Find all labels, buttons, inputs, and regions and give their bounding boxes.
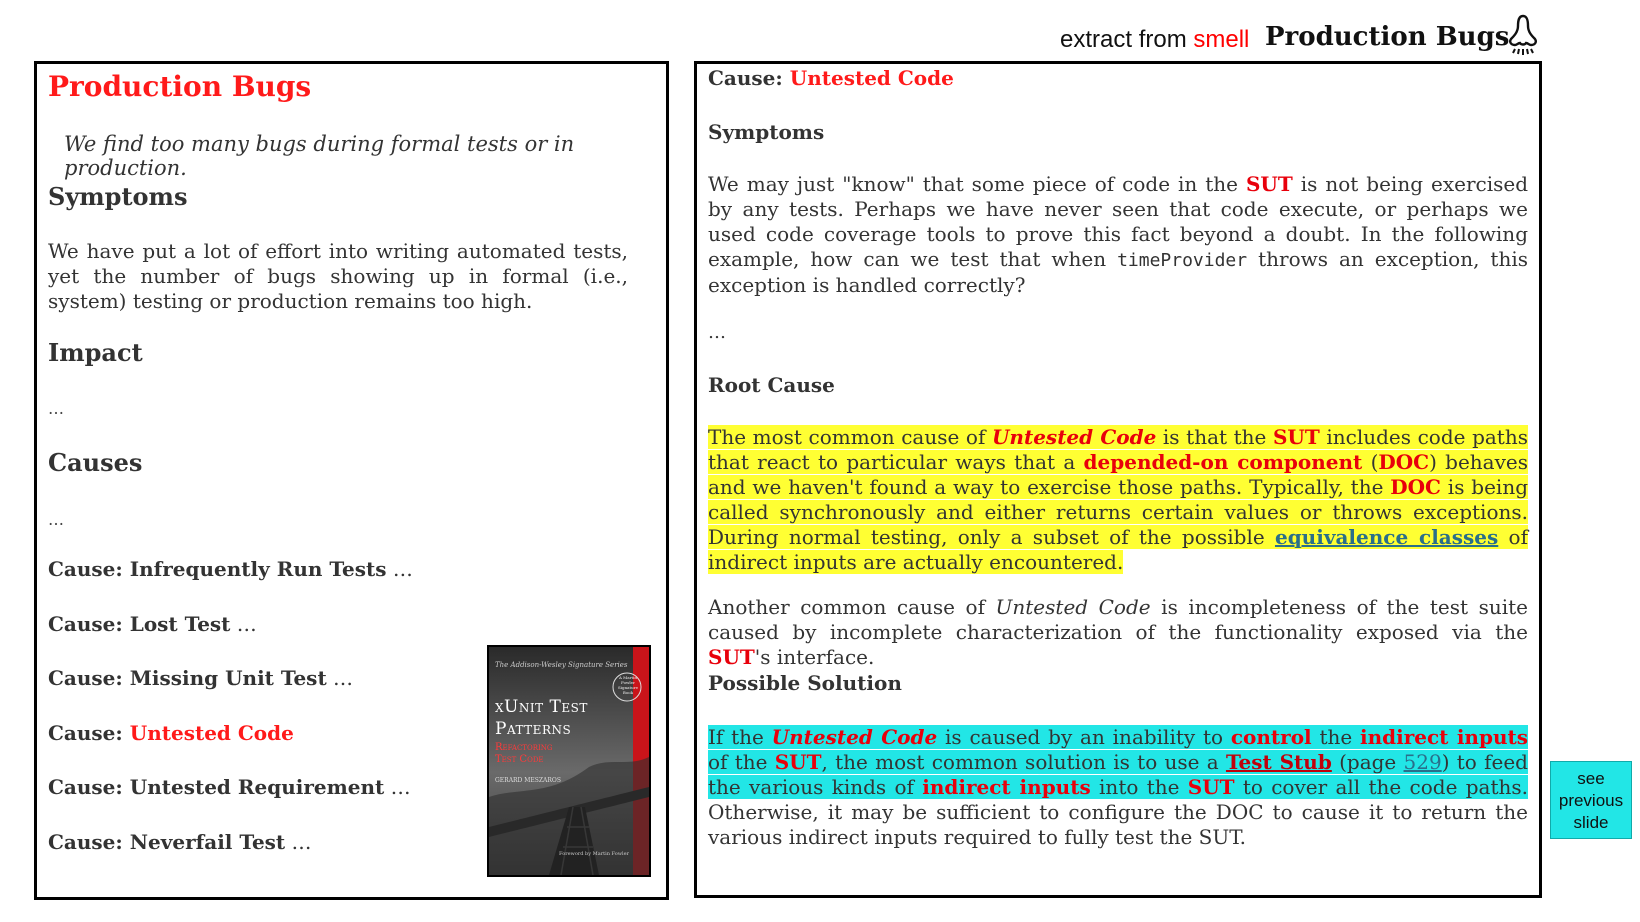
- cause-tail: …: [384, 775, 411, 799]
- symptoms-ellipsis: …: [708, 322, 726, 343]
- cause-item: [48, 612, 257, 636]
- highlight-yellow: [708, 425, 1528, 574]
- book-foreword: Foreword by Martin Fowler: [559, 851, 629, 857]
- cause-name: Untested Code: [129, 721, 294, 745]
- text-run: The most common cause of: [708, 425, 992, 449]
- untested-code-term: Untested Code: [995, 595, 1151, 619]
- header-prefix-text: extract from: [1060, 26, 1194, 53]
- causes-text: …: [48, 510, 64, 529]
- nose-icon: [1506, 14, 1540, 56]
- text-run: is that the: [1156, 425, 1273, 449]
- cause-name: Lost Test: [129, 612, 231, 636]
- code-identifier: timeProvider: [1117, 250, 1248, 271]
- text-run: to cover all the code paths.: [1234, 775, 1529, 799]
- cause-tail: …: [386, 557, 413, 581]
- cause-label: Cause:: [708, 66, 790, 90]
- text-run: (: [1362, 450, 1379, 474]
- sut-term: SUT: [708, 645, 755, 669]
- cause-prefix: Cause:: [48, 557, 130, 581]
- smell-panel: [34, 61, 669, 900]
- sut-term: SUT: [1272, 425, 1320, 449]
- book-title-line2: Patterns: [495, 719, 572, 739]
- test-stub-link[interactable]: Test Stub: [1225, 750, 1332, 774]
- page-link[interactable]: 529: [1403, 750, 1442, 774]
- text-run: Otherwise, it may be sufficient to configure the DOC to cause it to return the various indirect inputs required to fully test the SUT.: [708, 800, 1528, 849]
- cause-prefix: Cause:: [48, 612, 130, 636]
- see-previous-slide-note: see previous slide: [1550, 761, 1632, 839]
- solution-paragraph: [708, 725, 1528, 850]
- possible-solution-heading: Possible Solution: [708, 671, 902, 695]
- sut-term: SUT: [1187, 775, 1235, 799]
- smell-intent: We find too many bugs during formal tests or in production.: [64, 132, 575, 180]
- cause-heading: [708, 66, 1528, 90]
- text-run: of indirect inputs are actually encountered.: [708, 525, 1528, 574]
- text-run: ) behaves and we haven't found a way to exercise those paths. Typically, the: [708, 450, 1528, 499]
- cause-name: Missing Unit Test: [129, 666, 327, 690]
- doc-abbrev: DOC: [1390, 475, 1441, 499]
- cause-tail: …: [326, 666, 354, 690]
- cause-tail: …: [230, 612, 257, 636]
- cause-prefix: Cause:: [48, 775, 130, 799]
- text-run: the: [1311, 725, 1361, 749]
- cause-item: [48, 775, 411, 799]
- indirect-inputs-term: indirect inputs: [922, 775, 1091, 799]
- root-cause-paragraph-2: [708, 595, 1528, 670]
- equivalence-classes-link[interactable]: equivalence classes: [1274, 525, 1499, 549]
- symptoms-text: We have put a lot of effort into writing automated tests, yet the number of bugs showing up in formal (i.e., system) testing or production remains too high.: [48, 239, 628, 313]
- sut-term: SUT: [774, 750, 822, 774]
- book-subtitle-line2: Test Code: [495, 754, 544, 765]
- cause-prefix: Cause:: [48, 721, 130, 745]
- book-series: The Addison-Wesley Signature Series: [495, 661, 628, 669]
- text-run: We may just "know" that some piece of code in the: [708, 172, 1246, 196]
- book-subtitle-line1: Refactoring: [495, 742, 553, 753]
- text-run: 's interface.: [754, 645, 875, 669]
- cause-prefix: Cause:: [48, 666, 130, 690]
- doc-term: depended-on component: [1083, 450, 1363, 474]
- smell-title: Production Bugs: [48, 70, 312, 103]
- text-run: includes code paths that react to particular ways that a: [708, 425, 1528, 474]
- impact-heading: Impact: [48, 338, 143, 367]
- causes-heading: Causes: [48, 448, 143, 477]
- highlight-cyan: [708, 725, 1528, 799]
- cause-name: Neverfail Test: [129, 830, 286, 854]
- root-cause-heading: Root Cause: [708, 373, 835, 397]
- untested-code-term: Untested Code: [991, 425, 1157, 449]
- root-cause-paragraph-1: [708, 425, 1528, 575]
- cause-detail-panel: [694, 61, 1542, 898]
- cause-tail: …: [285, 830, 312, 854]
- text-run: of the: [708, 750, 775, 774]
- cause-item-highlighted: [48, 721, 294, 745]
- cause-item: [48, 557, 413, 581]
- control-term: control: [1230, 725, 1312, 749]
- cause-item: [48, 830, 312, 854]
- text-run: ) to feed the various kinds of: [708, 750, 1528, 799]
- book-title-line1: xUnit Test: [495, 697, 588, 717]
- doc-abbrev: DOC: [1378, 450, 1430, 474]
- text-run: is incompleteness of the test suite caused by incomplete characterization of the functionality exposed via the: [708, 595, 1529, 644]
- book-author: GERARD MESZAROS: [495, 777, 561, 784]
- header-smell-word: smell: [1193, 26, 1250, 53]
- header-prefix: [1060, 26, 1249, 54]
- sut-term: SUT: [1245, 172, 1293, 196]
- symptoms-heading: Symptoms: [48, 182, 188, 211]
- book-cover-image: [487, 645, 651, 877]
- symptoms-paragraph: [708, 172, 1528, 298]
- symptoms-heading: Symptoms: [708, 120, 825, 144]
- impact-text: …: [48, 399, 64, 418]
- untested-code-term: Untested Code: [771, 725, 938, 749]
- cause-name: Infrequently Run Tests: [129, 557, 387, 581]
- header-title: Production Bugs: [1265, 22, 1510, 52]
- cause-name: Untested Code: [789, 66, 954, 90]
- text-run: Another common cause of: [708, 595, 996, 619]
- text-run: is being called synchronously and either returns certain values or throws exceptions. During normal testing, only a subset of the possible: [708, 475, 1529, 549]
- cause-item: [48, 666, 353, 690]
- text-run: is not being exercised by any tests. Perhaps we have never seen that code execute, or perhaps we used code coverage tools to prove this fact beyond a doubt. In the following example, how can we test that when: [708, 172, 1528, 271]
- slide-header: [1000, 10, 1540, 56]
- text-run: into the: [1090, 775, 1188, 799]
- text-run: throws an exception, this exception is handled correctly?: [708, 247, 1528, 297]
- text-run: If the: [708, 725, 772, 749]
- indirect-inputs-term: indirect inputs: [1360, 725, 1528, 749]
- cause-name: Untested Requirement: [129, 775, 385, 799]
- text-run: , the most common solution is to use a: [821, 750, 1226, 774]
- cause-prefix: Cause:: [48, 830, 130, 854]
- text-run: (page: [1331, 750, 1404, 774]
- text-run: is caused by an inability to: [937, 725, 1231, 749]
- book-badge: A Martin Fowler Signature Book: [617, 675, 638, 695]
